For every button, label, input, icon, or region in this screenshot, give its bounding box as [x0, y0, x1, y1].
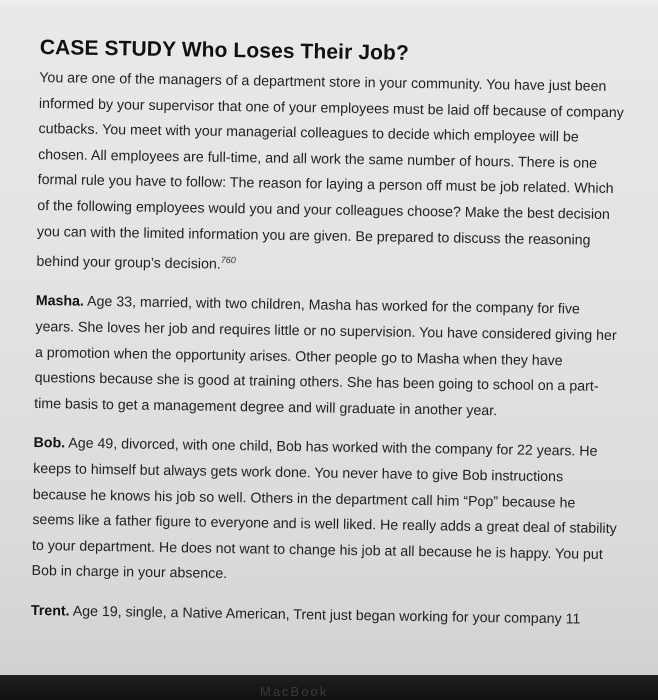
- intro-text: You are one of the managers of a department store in your community. You have just been informed by your supervisor that one of your employees must be laid off because of company cutbacks. You meet with your managerial colleagues to decide which employee will be chosen. All employees are full-time, and all work the same number of hours. There is one formal rule you have to follow: The reason for laying a person off must be job related. Which of the following employees would you and your colleagues choose? Make the best decision you can with the limited information you are given. Be prepared to discuss the reasoning behind your group’s decision.: [36, 69, 624, 273]
- intro-paragraph: [36, 66, 624, 285]
- employee-description: Age 19, single, a Native American, Trent just began working for your company 11: [69, 603, 581, 628]
- employee-name: Masha.: [35, 293, 85, 311]
- employee-trent: [31, 599, 616, 634]
- employee-name: Bob.: [33, 435, 66, 452]
- bezel-label: MacBook: [260, 684, 329, 699]
- case-study-content: [31, 36, 625, 648]
- intro-citation: 760: [220, 255, 236, 266]
- employee-description: Age 49, divorced, with one child, Bob has worked with the company for 22 years. He keeps to himself but always gets work done. You never have to give Bob instructions because he knows his job so well. Others in the department call him “Pop” because he seems like a father figure to everyone and is well liked. He really adds a great deal of stability to your department. He does not want to change his job at all because he is happy. You put Bob in charge in your absence.: [31, 435, 617, 583]
- employee-name: Trent.: [30, 602, 70, 620]
- employee-masha: [34, 289, 621, 426]
- employee-description: Age 33, married, with two children, Masha has worked for the company for five years. She loves her job and requires little or no supervision. You have considered giving her a promotion when the opportunity arises. Other people go to Masha when they have questions because she is good at training others. She has been going to school on a part-time basis to get a management degree and will graduate in another year.: [34, 294, 617, 420]
- case-study-title: CASE STUDY Who Loses Their Job?: [39, 36, 410, 65]
- employee-bob: [31, 431, 618, 594]
- page-top-edge: [0, 0, 658, 12]
- laptop-bezel: [0, 675, 658, 700]
